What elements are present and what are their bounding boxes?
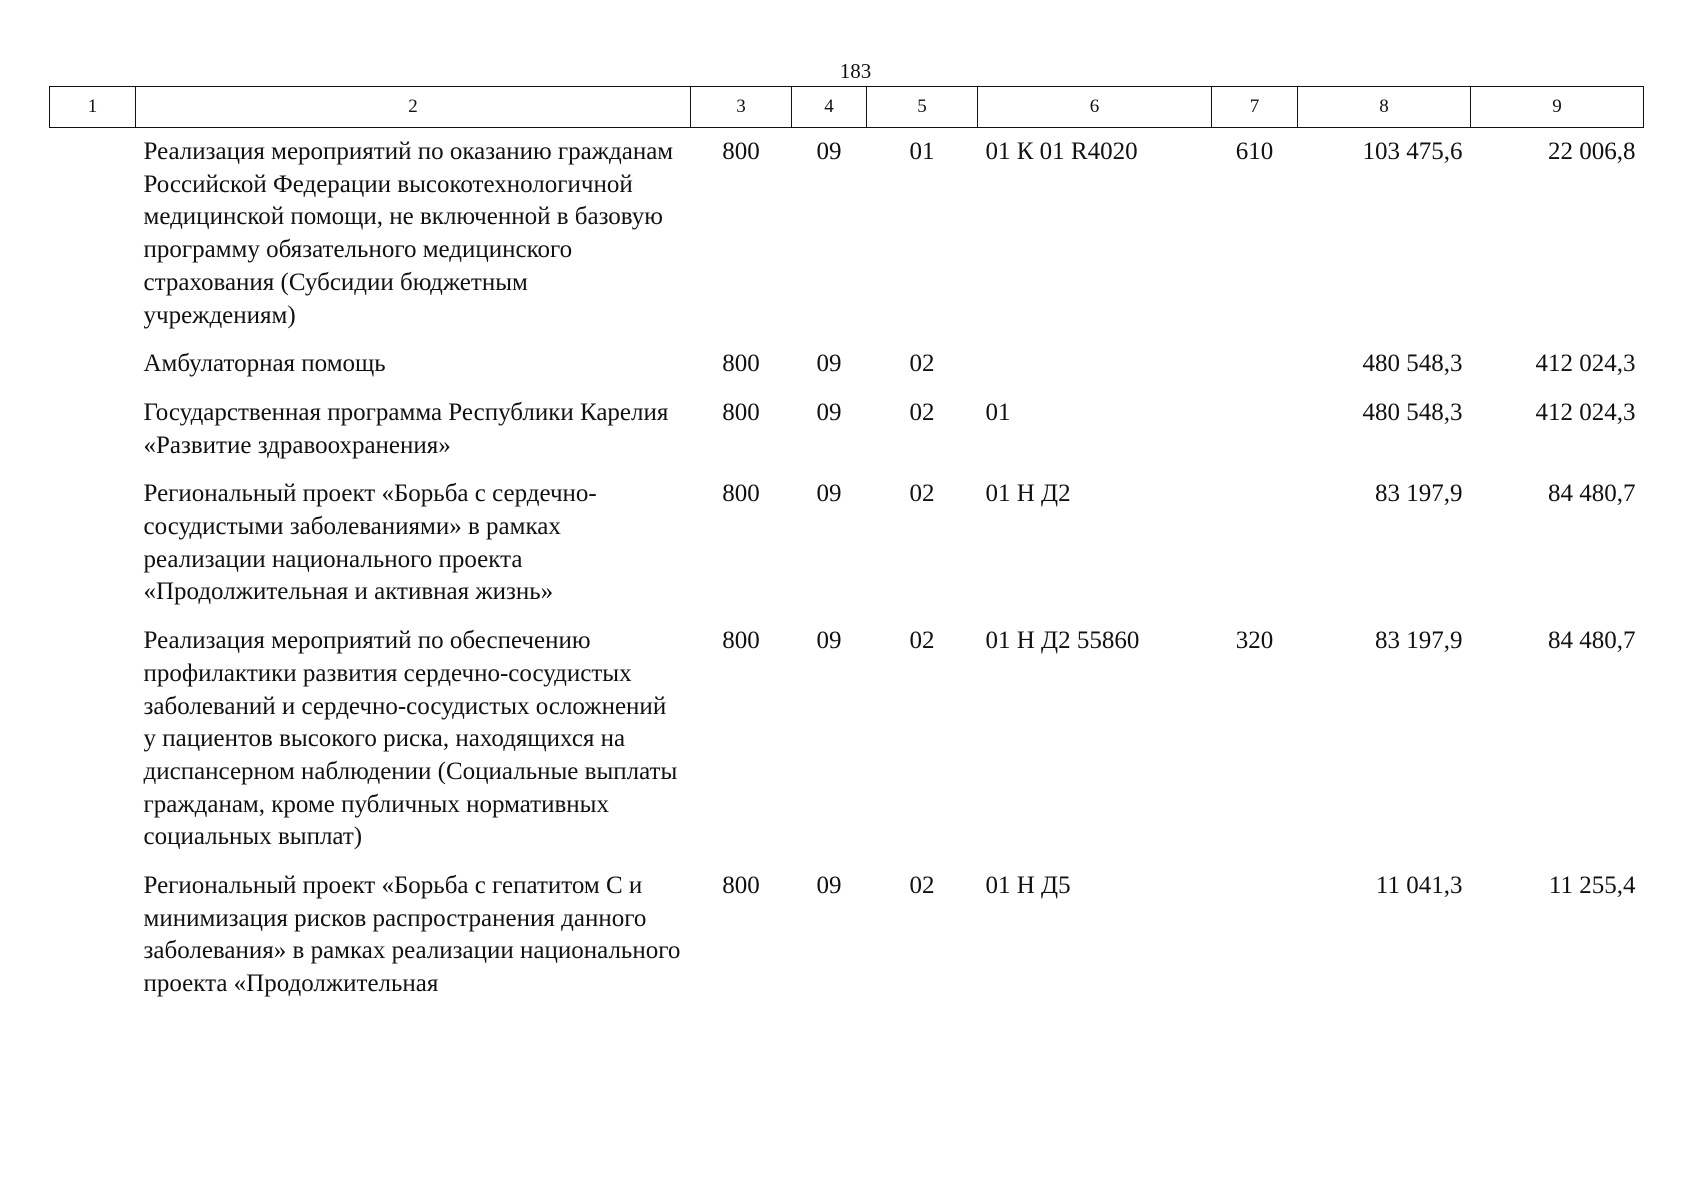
target-article-cell: 01 Н Д2 55860	[985, 627, 1140, 655]
amount-1-cell: 83 197,9	[1375, 480, 1463, 508]
header-col-9: 9	[1471, 87, 1644, 128]
target-article-cell: 01	[985, 398, 1011, 426]
table-row	[50, 870, 1644, 1017]
ministry-code-cell: 800	[722, 350, 760, 378]
ministry-code-cell: 800	[722, 480, 760, 508]
amount-2-cell: 412 024,3	[1535, 398, 1636, 426]
ministry-code-cell: 800	[722, 872, 760, 900]
subsection-code-cell: 02	[909, 872, 935, 900]
table-body	[50, 128, 1644, 1017]
header-col-8: 8	[1298, 87, 1471, 128]
section-code-cell: 09	[816, 398, 842, 426]
ministry-code-cell: 800	[722, 627, 760, 655]
section-code-cell: 09	[816, 350, 842, 378]
section-code-cell: 09	[816, 627, 842, 655]
header-col-4: 4	[792, 87, 867, 128]
expense-name-cell: Региональный проект «Борьба с сердечно-сосудистыми заболеваниями» в рамках реализации национального проекта «Продолжительная и активная жизнь»	[143, 480, 597, 606]
ministry-code-cell: 800	[722, 398, 760, 426]
header-row	[50, 87, 1644, 128]
target-article-cell: 01 Н Д2	[985, 480, 1071, 508]
header-col-5: 5	[867, 87, 978, 128]
amount-1-cell: 103 475,6	[1362, 138, 1463, 165]
expense-name-cell: Реализация мероприятий по оказанию гражданам Российской Федерации высокотехнологичной медицинской помощи, не включенной в базовую программу обязательного медицинского страхования (Субсидии бюджетным учреждениям)	[143, 138, 674, 329]
row-col1-cell	[50, 870, 136, 1017]
ministry-code-cell: 800	[722, 138, 760, 165]
expense-type-cell	[1212, 348, 1298, 397]
amount-1-cell: 480 548,3	[1362, 350, 1463, 378]
subsection-code-cell: 02	[909, 350, 935, 378]
subsection-code-cell: 02	[909, 627, 935, 655]
budget-table	[49, 86, 1644, 1017]
header-col-6: 6	[978, 87, 1212, 128]
expense-type-cell: 610	[1235, 138, 1274, 165]
expense-type-cell	[1212, 870, 1298, 1017]
row-col1-cell	[50, 397, 136, 478]
header-col-3: 3	[691, 87, 792, 128]
table-row	[50, 478, 1644, 625]
target-article-cell: 01 Н Д5	[985, 872, 1071, 900]
row-col1-cell	[50, 625, 136, 870]
expense-type-cell	[1212, 397, 1298, 478]
subsection-code-cell: 02	[909, 398, 935, 426]
row-col1-cell	[50, 128, 136, 349]
expense-name-cell: Региональный проект «Борьба с гепатитом С и минимизация рисков распространения данного заболевания» в рамках реализации национального проекта «Продолжительная	[143, 872, 681, 998]
subsection-code-cell: 01	[909, 138, 935, 165]
section-code-cell: 09	[816, 138, 842, 165]
section-code-cell: 09	[816, 480, 842, 508]
table-header	[50, 87, 1644, 128]
amount-2-cell: 22 006,8	[1548, 138, 1636, 165]
header-col-2: 2	[136, 87, 691, 128]
row-col1-cell	[50, 348, 136, 397]
amount-1-cell: 480 548,3	[1362, 398, 1463, 426]
table-row	[50, 625, 1644, 870]
row-col1-cell	[50, 478, 136, 625]
subsection-code-cell: 02	[909, 480, 935, 508]
amount-1-cell: 11 041,3	[1375, 872, 1463, 900]
header-col-7: 7	[1212, 87, 1298, 128]
amount-2-cell: 84 480,7	[1548, 480, 1636, 508]
expense-type-cell: 320	[1235, 627, 1274, 655]
amount-1-cell: 83 197,9	[1375, 627, 1463, 655]
expense-type-cell	[1212, 478, 1298, 625]
expense-name-cell: Государственная программа Республики Карелия «Развитие здравоохранения»	[143, 398, 669, 459]
amount-2-cell: 84 480,7	[1548, 627, 1636, 655]
page-number: 183	[839, 59, 872, 83]
expense-name-cell: Реализация мероприятий по обеспечению профилактики развития сердечно-сосудистых заболеваний и сердечно-сосудистых осложнений у пациентов высокого риска, находящихся на диспансерном наблюдении (Социальные выплаты гражданам, кроме публичных нормативных социальных выплат)	[143, 627, 678, 851]
header-col-1: 1	[50, 87, 136, 128]
table-row	[50, 348, 1644, 397]
expense-name-cell: Амбулаторная помощь	[143, 350, 386, 378]
table-row	[50, 397, 1644, 478]
amount-2-cell: 11 255,4	[1548, 872, 1636, 900]
target-article-cell: 01 К 01 R4020	[985, 138, 1138, 165]
section-code-cell: 09	[816, 872, 842, 900]
amount-2-cell: 412 024,3	[1535, 350, 1636, 378]
table-row	[50, 128, 1644, 349]
target-article-cell	[978, 348, 1212, 397]
